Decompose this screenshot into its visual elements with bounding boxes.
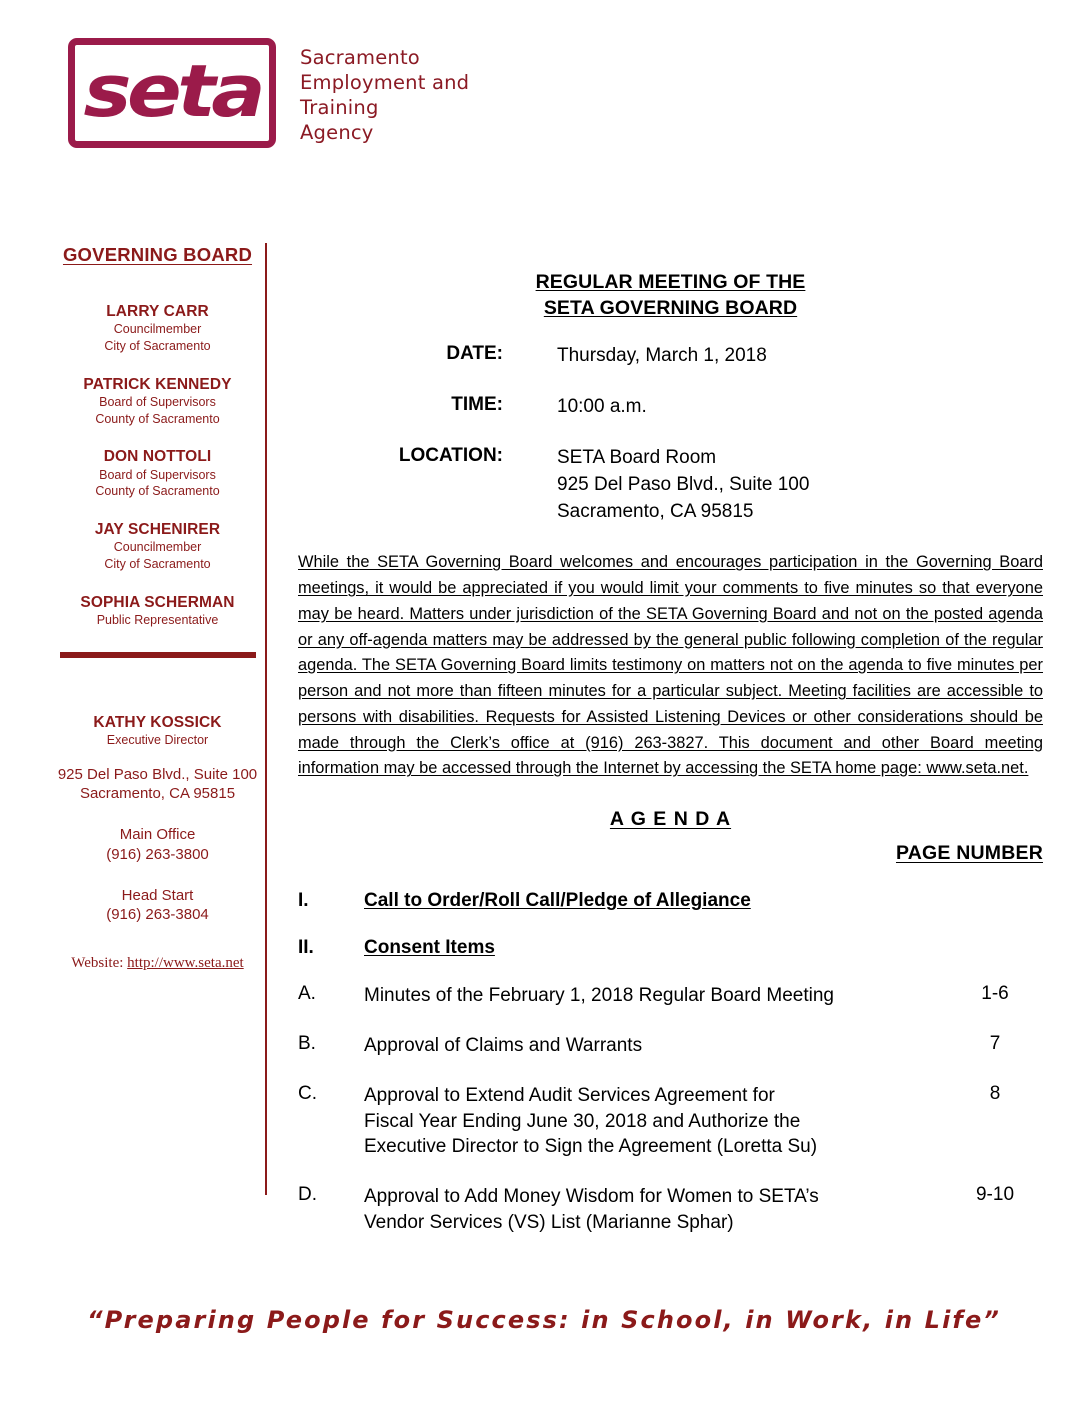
head-start-phone: (916) 263-3804 (106, 906, 209, 924)
board-member-name: LARRY CARR (106, 303, 209, 320)
office-address-line-2: Sacramento, CA 95815 (79, 785, 236, 803)
agency-name-line-2: Employment and (300, 70, 470, 94)
meeting-details (298, 343, 1043, 526)
office-address-line-1: 925 Del Paso Blvd., Suite 100 (57, 765, 258, 783)
board-member-role-line-1: Board of Supervisors (99, 395, 216, 409)
agenda-item-letter: C. (298, 1082, 317, 1104)
detail-value-time (503, 394, 647, 421)
sidebar-divider-rule (60, 652, 256, 658)
agency-name-line-3: Training (300, 95, 379, 119)
head-start-phone-block (50, 886, 265, 926)
agency-name (300, 46, 469, 146)
agenda-section-title (364, 890, 751, 912)
agenda-item (298, 1083, 1043, 1160)
participation-notice: While the SETA Governing Board welcomes and encourages participation in the Governing Board meetings, it would be appreciated if you would limit your comments to five minutes so that everyone may be heard. Matters under jurisdiction of the SETA Governing Board and not on the posted agenda or any off-agenda matters may be addressed by the general public following completion of the regular agenda. The SETA Governing Board limits testimony on matters not on the agenda to five minutes per person and not more than fifteen minutes for a particular subject. Meeting facilities are accessible to persons with disabilities. Requests for Assisted Listening Devices or other considerations should be made through the Clerk’s office at (916) 263-3827. This document and other Board meeting information may be accessed through the Internet by accessing the SETA home page: www.seta.net. (298, 553, 1043, 778)
agenda-item-page-number: 9-10 (975, 1184, 1015, 1206)
meeting-title-line-2: SETA GOVERNING BOARD (543, 296, 798, 319)
agenda-section-title (364, 937, 495, 959)
column-divider (265, 243, 267, 1195)
logo-header (68, 38, 469, 148)
website-line (50, 955, 265, 972)
executive-director-name: KATHY KOSSICK (93, 713, 222, 731)
agenda-item-text-line-1: Minutes of the February 1, 2018 Regular Board Meeting (364, 985, 834, 1007)
agenda-item-text-line-2: Vendor Services (VS) List (Marianne Sphar) (364, 1212, 734, 1234)
office-address (50, 765, 265, 805)
agenda-item-text (364, 1083, 947, 1160)
agenda-heading-text: A G E N D A (609, 808, 732, 831)
agenda-item-text-line-2: Fiscal Year Ending June 30, 2018 and Authorize the (364, 1110, 801, 1132)
main-office-label: Main Office (119, 826, 196, 844)
detail-value-time-line-1: 10:00 a.m. (557, 396, 647, 418)
agenda-item-text (364, 983, 947, 1009)
seta-logo-icon (68, 38, 276, 148)
agency-name-line-1: Sacramento (300, 46, 420, 69)
board-member-role-line-1: Public Representative (96, 612, 219, 627)
agenda-heading (298, 808, 1043, 831)
agenda-section-marker: I. (298, 890, 309, 912)
meeting-detail-row-time (298, 394, 1043, 421)
board-member-name: SOPHIA SCHERMAN (80, 593, 235, 611)
agenda-item-text-line-1: Approval to Extend Audit Services Agreement for (364, 1084, 775, 1106)
agenda-section-i (298, 890, 1043, 912)
agenda-item-text-line-1: Approval to Add Money Wisdom for Women to SETA’s (364, 1186, 819, 1208)
board-member (50, 520, 265, 573)
agenda-item (298, 983, 1043, 1009)
agenda-item-text-line-1: Approval of Claims and Warrants (364, 1034, 643, 1056)
board-member-name: DON NOTTOLI (103, 448, 212, 466)
governing-board-heading: GOVERNING BOARD (62, 244, 253, 265)
agenda-item-text (364, 1184, 947, 1236)
detail-label-location: LOCATION: (398, 445, 503, 467)
detail-value-location-line-2: 925 Del Paso Blvd., Suite 100 (557, 474, 810, 496)
executive-director-title: Executive Director (106, 732, 209, 747)
agenda-item-letter: A. (298, 983, 316, 1005)
detail-value-date-line-1: Thursday, March 1, 2018 (557, 345, 767, 367)
meeting-title-line-1: REGULAR MEETING OF THE (535, 271, 806, 293)
page-number-column-heading (298, 842, 1043, 865)
board-member-name: JAY SCHENIRER (94, 520, 221, 538)
detail-value-location (503, 445, 809, 526)
main-office-phone-block (50, 825, 265, 865)
board-member-role-line-1: Councilmember (113, 322, 202, 337)
agenda-item-page-number: 1-6 (981, 983, 1009, 1005)
main-content (298, 270, 1043, 1236)
board-member (50, 593, 265, 629)
agenda-section-ii (298, 937, 1043, 959)
board-member-role-line-2: City of Sacramento (104, 556, 211, 571)
board-member (50, 302, 265, 355)
sidebar (50, 244, 265, 972)
detail-value-location-line-3: Sacramento, CA 95815 (557, 501, 754, 523)
agenda-item (298, 1033, 1043, 1059)
detail-value-location-line-1: SETA Board Room (557, 447, 717, 469)
agenda-item-text (364, 1033, 947, 1059)
agenda-section-title-text: Call to Order/Roll Call/Pledge of Allegiance (364, 890, 751, 912)
detail-label-time: TIME: (451, 394, 503, 416)
agenda-item-letter: D. (298, 1184, 317, 1206)
agenda-section-marker: II. (298, 937, 314, 959)
main-office-phone: (916) 263-3800 (106, 845, 209, 863)
board-member-role-line-2: County of Sacramento (95, 411, 220, 426)
agency-name-line-4: Agency (300, 120, 374, 144)
board-member-role-line-2: City of Sacramento (104, 339, 211, 353)
detail-value-date (503, 343, 767, 370)
page-number-heading-text: PAGE NUMBER (895, 842, 1043, 865)
agenda-item-page-number: 7 (989, 1032, 1001, 1054)
board-member-role-line-1: Board of Supervisors (99, 467, 216, 482)
board-member (50, 375, 265, 428)
agenda-section-title-text: Consent Items (364, 937, 495, 959)
board-member (50, 447, 265, 500)
agenda-item-text-line-3: Executive Director to Sign the Agreement (Loretta Su) (364, 1136, 818, 1158)
agenda-item (298, 1184, 1043, 1236)
agenda-item-letter: B. (298, 1032, 316, 1054)
board-member-role-line-2: County of Sacramento (95, 484, 220, 499)
agenda-item-page-number: 8 (989, 1082, 1001, 1104)
footer-tagline: “Preparing People for Success: in School, in Work, in Life” (87, 1306, 1001, 1334)
website-label: Website: (71, 955, 124, 972)
board-member-name: PATRICK KENNEDY (83, 375, 232, 393)
meeting-detail-row-date (298, 343, 1043, 370)
head-start-label: Head Start (121, 886, 194, 904)
detail-label-date: DATE: (446, 343, 503, 365)
staff-block (50, 714, 265, 973)
website-link[interactable]: http://www.seta.net (127, 955, 244, 972)
seta-wordmark: seta (83, 49, 261, 133)
meeting-title (298, 270, 1043, 321)
meeting-detail-row-location (298, 445, 1043, 526)
board-member-role-line-1: Councilmember (113, 540, 202, 555)
